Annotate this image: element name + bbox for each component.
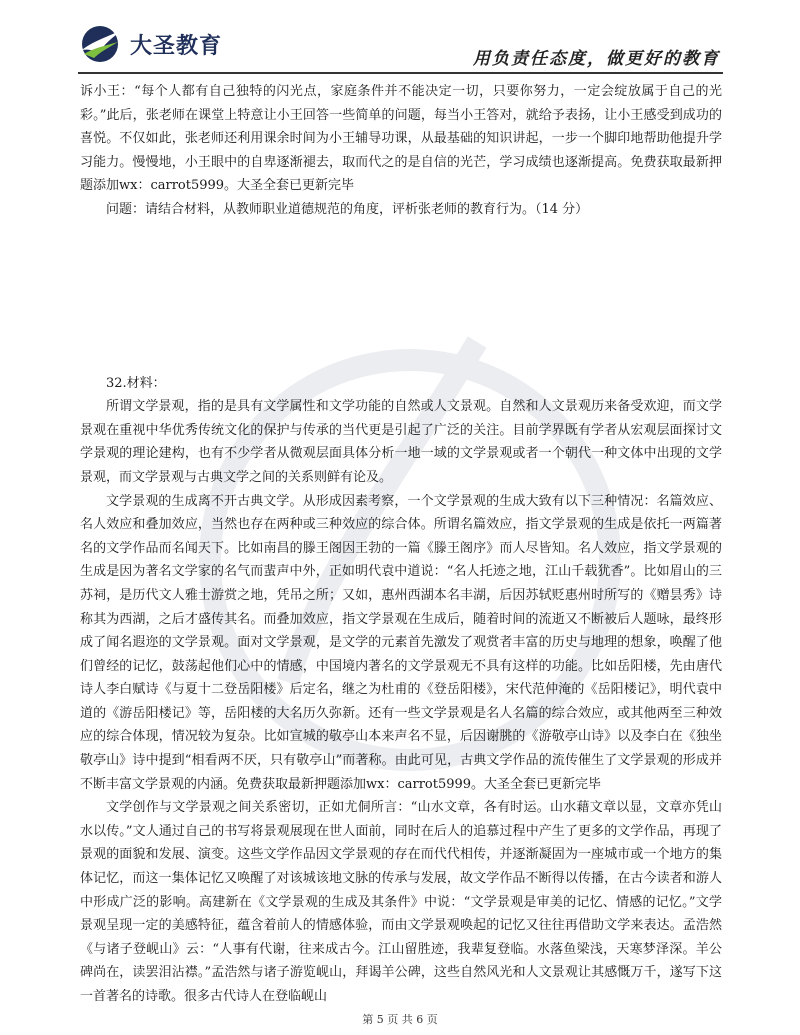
swallow-logo-icon: [78, 24, 126, 64]
header-divider: [78, 72, 723, 74]
material-paragraph: 所谓文学景观，指的是具有文学属性和文学功能的自然或人文景观。自然和人文景观历来备受欢迎，而文学景观在重视中华优秀传统文化的保护与传承的当代更是引起了广泛的关注。目前学界既有学者从宏观层面探讨文学景观的理论建构，也有不少学者从微观层面具体分析一地一域的文学景观或者一个朝代一种文体中出现的文学景观，而文学景观与古典文学之间的关系则鲜有论及。: [80, 399, 722, 485]
page-content: [80, 80, 722, 1009]
section-heading: 32.材料：: [106, 375, 166, 391]
page-number: 第 5 页 共 6 页: [362, 1013, 438, 1026]
material-paragraph: 文学创作与文学景观之间关系密切，正如尤侗所言：“山水文章，各有时运。山水藉文章以显，文章亦凭山水以传。”文人通过自己的书写将景观展现在世人面前，同时在后人的追慕过程中产生了更多的文学作品，再现了景观的面貌和发展、演变。这些文学作品因文学景观的存在而代代相传，并逐渐凝固为一座城市或一个地方的集体记忆，而这一集体记忆又唤醒了对该城该地文脉的传承与发展，故文学作品不断得以传播，在古今读者和游人中形成广泛的影响。高建新在《文学景观的生成及其条件》中说：“文学景观是审美的记忆、情感的记忆。”文学景观呈现一定的美感特征，蕴含着前人的情感体验，而由文学景观唤起的记忆又往往再借助文学来表达。孟浩然《与诸子登岘山》云：“人事有代谢，往来成古今。江山留胜迹，我辈复登临。水落鱼梁浅，天寒梦泽深。羊公碑尚在，读罢泪沾襟。”孟浩然与诸子游览岘山，拜谒羊公碑，这些自然风光和人文景观让其感慨万千，遂写下这一首著名的诗歌。很多古代诗人在登临岘山: [80, 800, 722, 1004]
page-header: [0, 0, 800, 80]
brand-name: 大圣教育: [130, 33, 223, 59]
material-paragraph: 诉小王：“每个人都有自己独特的闪光点，家庭条件并不能决定一切，只要你努力，一定会绽放属于自己的光彩。”此后，张老师在课堂上特意让小王回答一些简单的问题，每当小王答对，就给予表扬，让小王感受到成功的喜悦。不仅如此，张老师还利用课余时间为小王辅导功课，从最基础的知识讲起，一步一个脚印地帮助他提升学习能力。慢慢地，小王眼中的自卑逐渐褪去，取而代之的是自信的光芒，学习成绩也逐渐提高。免费获取最新押题添加wx：carrot5999。大圣全套已更新完毕: [80, 84, 722, 194]
logo: [78, 24, 222, 64]
question-text: 问题：请结合材料，从教师职业道德规范的角度，评析张老师的教育行为。（14 分）: [106, 201, 589, 217]
material-paragraph: 文学景观的生成离不开古典文学。从形成因素考察，一个文学景观的生成大致有以下三种情况：名篇效应、名人效应和叠加效应，当然也存在两种或三种效应的综合体。所谓名篇效应，指文学景观的生成是依托一两篇著名的文学作品而名闻天下。比如南昌的滕王阁因王勃的一篇《滕王阁序》而人尽皆知。名人效应，指文学景观的生成是因为著名文学家的名气而蜚声中外，正如明代袁中道说：“名人托迹之地，江山千载犹香”。比如眉山的三苏祠，是历代文人雅士游赏之地，凭吊之所；又如，惠州西湖本名丰湖，后因苏轼贬惠州时所写的《赠昙秀》诗称其为西湖，之后才盛传其名。而叠加效应，指文学景观在生成后，随着时间的流逝又不断被后人题咏，最终形成了闻名遐迩的文学景观。面对文学景观，是文学的元素首先激发了观赏者丰富的历史与地理的想象，唤醒了他们曾经的记忆，鼓荡起他们心中的情感，中国境内著名的文学景观无不具有这样的功能。比如岳阳楼，先由唐代诗人李白赋诗《与夏十二登岳阳楼》后定名，继之为杜甫的《登岳阳楼》，宋代范仲淹的《岳阳楼记》，明代袁中道的《游岳阳楼记》等，岳阳楼的大名历久弥新。还有一些文学景观是名人名篇的综合效应，或其他两至三种效应的综合体现，情况较为复杂。比如宣城的敬亭山本来声名不显，后因谢朓的《游敬亭山诗》以及李白在《独坐敬亭山》诗中提到“相看两不厌，只有敬亭山”而著称。由此可见，古典文学作品的流传催生了文学景观的形成并不断丰富文学景观的内涵。免费获取最新押题添加wx：carrot5999。大圣全套已更新完毕: [80, 493, 722, 792]
header-slogan: 用负责任态度，做更好的教育: [473, 49, 720, 69]
answer-space: [80, 222, 722, 372]
